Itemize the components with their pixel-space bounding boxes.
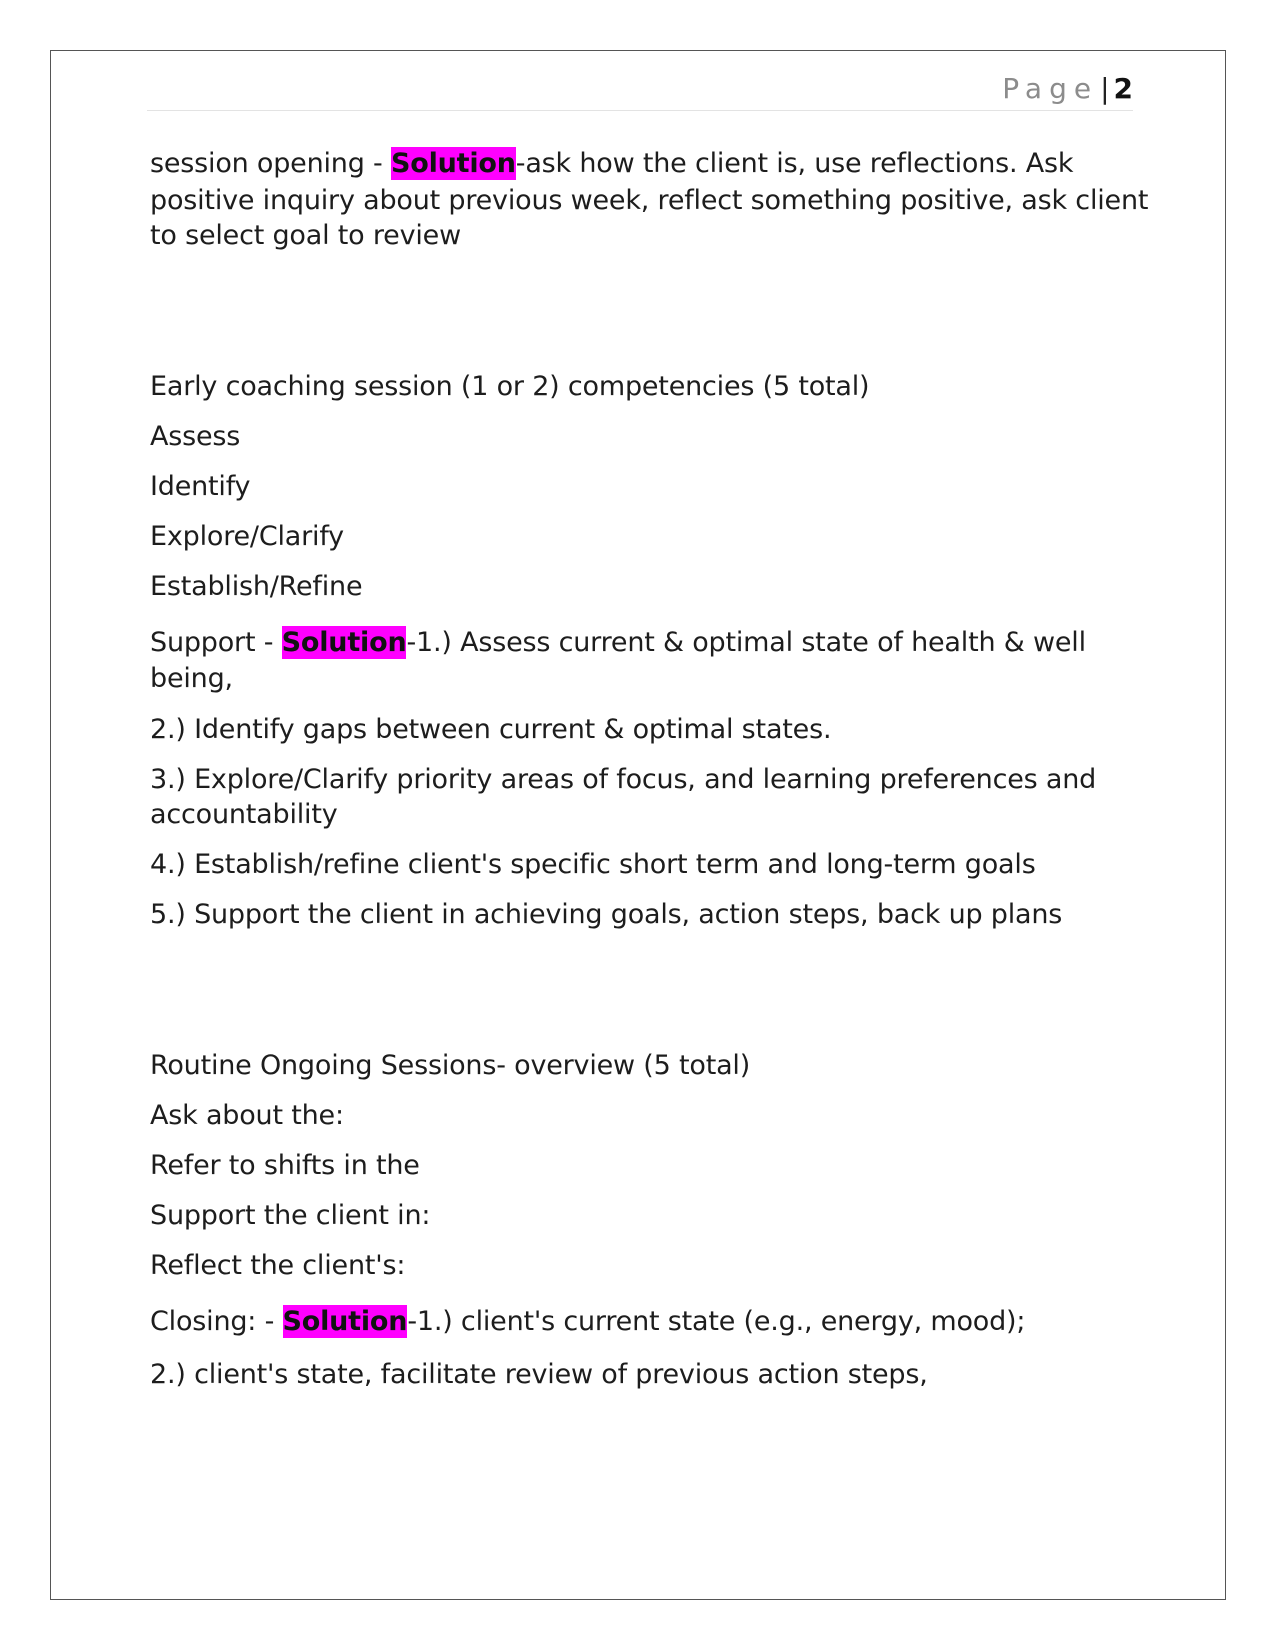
session-opening-line — [150, 146, 1073, 182]
support-prefix: Support - — [150, 627, 282, 658]
routine-item-reflect: Reflect the client's: — [150, 1250, 406, 1281]
early-step-2: 2.) Identify gaps between current & optimal states. — [150, 714, 832, 745]
closing-line — [150, 1304, 1025, 1340]
support-line — [150, 625, 1086, 661]
early-item-explore: Explore/Clarify — [150, 521, 344, 552]
routine-item-ask: Ask about the: — [150, 1100, 344, 1131]
solution-highlight: Solution — [282, 1306, 408, 1337]
early-step-3-cont: accountability — [150, 799, 338, 830]
closing-suffix: -1.) client's current state (e.g., energy, mood); — [407, 1306, 1026, 1337]
early-step-3: 3.) Explore/Clarify priority areas of focus, and learning preferences and — [150, 764, 1097, 795]
routine-item-refer: Refer to shifts in the — [150, 1150, 420, 1181]
solution-highlight: Solution — [281, 627, 407, 658]
early-item-establish: Establish/Refine — [150, 571, 363, 602]
session-opening-line-2: positive inquiry about previous week, reflect something positive, ask client — [150, 185, 1149, 216]
closing-prefix: Closing: - — [150, 1306, 283, 1337]
session-opening-line-3: to select goal to review — [150, 220, 461, 251]
session-opening-suffix: -ask how the client is, use reflections. Ask — [515, 148, 1074, 179]
page-number: 2 — [1113, 72, 1133, 105]
support-line-2: being, — [150, 663, 233, 694]
page-header — [147, 72, 1133, 111]
page-label: Page — [1002, 72, 1099, 105]
early-item-identify: Identify — [150, 471, 251, 502]
support-suffix: -1.) Assess current & optimal state of health & well — [406, 627, 1086, 658]
solution-highlight: Solution — [390, 148, 516, 179]
closing-line-2: 2.) client's state, facilitate review of previous action steps, — [150, 1359, 928, 1390]
routine-item-support: Support the client in: — [150, 1200, 431, 1231]
early-coaching-heading: Early coaching session (1 or 2) competencies (5 total) — [150, 371, 870, 402]
session-opening-prefix: session opening - — [150, 148, 391, 179]
routine-heading: Routine Ongoing Sessions- overview (5 total) — [150, 1050, 751, 1081]
page-separator: | — [1100, 72, 1110, 105]
early-item-assess: Assess — [150, 421, 241, 452]
early-step-4: 4.) Establish/refine client's specific short term and long-term goals — [150, 849, 1036, 880]
early-step-5: 5.) Support the client in achieving goals, action steps, back up plans — [150, 899, 1063, 930]
